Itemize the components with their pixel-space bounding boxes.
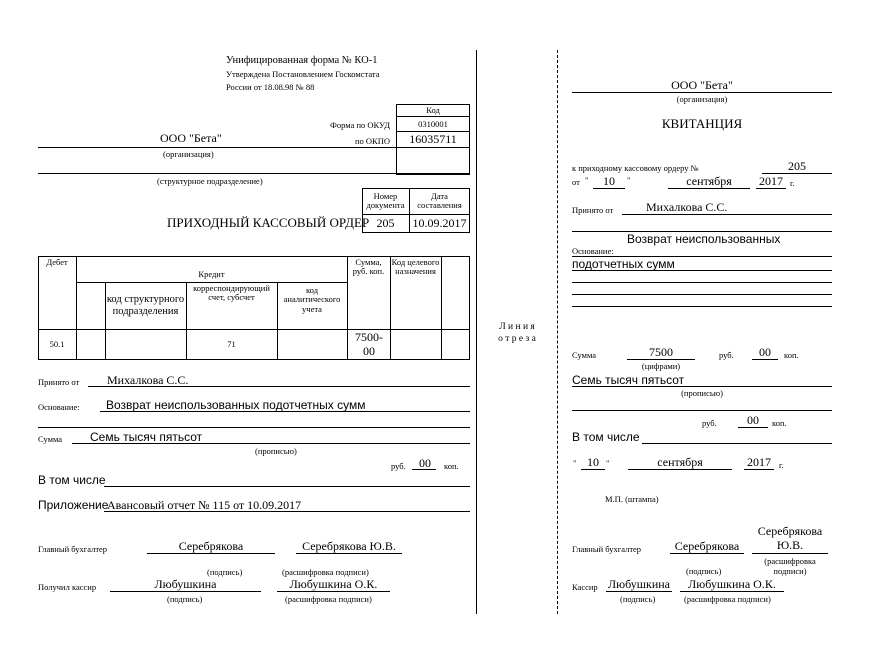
receipt-basis-label: Основание: — [572, 246, 614, 256]
basis: Возврат неиспользованных подотчетных сумм — [106, 398, 366, 412]
sum-header: Сумма, руб. коп. — [352, 257, 385, 277]
okpo-code: 16035711 — [409, 132, 457, 146]
receipt-including-label: В том числе — [572, 430, 640, 444]
receipt-chief-decoding-caption-2: подписи) — [773, 566, 807, 576]
to-order-label: к приходному кассовому ордеру № — [572, 163, 699, 173]
receipt-kop-value-2: 00 — [747, 413, 759, 427]
receipt-cashier-name: Любушкина О.К. — [688, 577, 776, 591]
code-header: Код — [426, 105, 440, 115]
digits-caption: (цифрами) — [641, 361, 681, 371]
chief-accountant-signature: Серебрякова — [178, 539, 244, 553]
okpo-label: по ОКПО — [354, 136, 390, 146]
quote-open: " — [585, 175, 589, 185]
okud-label: Форма по ОКУД — [330, 120, 390, 130]
date-quote-open: " — [573, 458, 577, 468]
form-title: Унифицированная форма № КО-1 — [226, 55, 378, 66]
receipt-cashier-decoding-caption: (расшифровка подписи) — [684, 594, 771, 604]
sum-label: Сумма — [38, 434, 63, 444]
in-words-caption: (прописью) — [255, 446, 297, 456]
receipt-kop-label-2: коп. — [772, 418, 787, 428]
receipt-date-year: 2017 — [747, 455, 771, 469]
chief-accountant-label: Главный бухгалтер — [38, 544, 108, 554]
division-caption: (структурное подразделение) — [157, 176, 263, 186]
quote-close: " — [627, 175, 631, 185]
receipt-basis-line1: Возврат неиспользованных — [627, 232, 781, 246]
chief-decoding-caption: (расшифровка подписи) — [282, 567, 369, 577]
receipt-kop-label: коп. — [784, 350, 799, 360]
doc-date: 10.09.2017 — [412, 215, 467, 230]
doc-number: 205 — [376, 215, 395, 230]
receipt-sum-label: Сумма — [572, 350, 597, 360]
receipt-sum-words: Семь тысяч пятьсот — [572, 373, 685, 387]
cut-line — [557, 50, 558, 614]
doc-title: ПРИХОДНЫЙ КАССОВЫЙ ОРДЕР — [167, 215, 370, 230]
receipt-chief-accountant-label: Главный бухгалтер — [572, 544, 642, 554]
receipt-order-number: 205 — [788, 159, 806, 173]
from-label: от — [572, 177, 580, 187]
date-quote-close: " — [606, 458, 610, 468]
receipt-year: 2017 — [759, 174, 783, 188]
kop-value: 00 — [419, 456, 431, 470]
cashier-label: Получил кассир — [38, 582, 97, 592]
credit-header: Кредит — [198, 269, 225, 280]
organization-caption: (организация) — [163, 149, 214, 159]
chief-accountant-name: Серебрякова Ю.В. — [302, 539, 396, 553]
stamp-caption: М.П. (штампа) — [605, 494, 659, 504]
receipt-rub-label-2: руб. — [702, 418, 717, 428]
form-approved: Утверждена Постановлением Госкомстата — [226, 69, 380, 79]
cut-line-label-2: о т р е з а — [498, 334, 536, 344]
organization-name: ООО "Бета" — [160, 131, 222, 145]
received-from-label: Принято от — [38, 377, 80, 387]
kop-label: коп. — [444, 461, 459, 471]
receipt-in-words-caption: (прописью) — [681, 388, 723, 398]
order-right-border — [476, 50, 477, 614]
receipt-chief-decoding-caption-1: (расшифровка — [764, 556, 816, 566]
cut-line-label-1: Л и н и я — [499, 322, 535, 332]
cashier-name: Любушкина О.К. — [289, 577, 378, 591]
receipt-date-year-suffix: г. — [779, 460, 784, 470]
receipt-sum-digits: 7500 — [649, 345, 673, 359]
cashier-signature-caption: (подпись) — [167, 594, 203, 604]
okud-code: 0310001 — [418, 119, 448, 129]
receipt-received-from: Михалкова С.С. — [646, 200, 728, 214]
receipt-month: сентября — [686, 174, 732, 188]
receipt-day: 10 — [603, 174, 615, 188]
receipt-title: КВИТАНЦИЯ — [661, 116, 743, 131]
row-sum: 7500-00 — [355, 330, 383, 358]
year-suffix: г. — [790, 178, 795, 188]
receipt-cashier-label: Кассир — [572, 582, 598, 592]
form-approved-date: России от 18.08.98 № 88 — [226, 82, 315, 92]
receipt-cashier-signature-caption: (подпись) — [620, 594, 656, 604]
receipt-organization: ООО "Бета" — [671, 78, 733, 92]
receipt-chief-signature: Серебрякова — [674, 539, 740, 553]
including-label: В том числе — [38, 473, 106, 487]
received-from: Михалкова С.С. — [107, 373, 189, 387]
division-code-header: код структурного подразделения — [106, 293, 185, 317]
receipt-rub-label: руб. — [719, 350, 734, 360]
doc-date-header: Дата составления — [417, 190, 462, 210]
receipt-received-from-label: Принято от — [572, 205, 614, 215]
basis-label: Основание: — [38, 402, 80, 412]
receipt-chief-name-line1: Серебрякова — [757, 524, 823, 538]
row-debit: 50.1 — [49, 338, 65, 349]
receipt-basis-line2: подотчетных сумм — [572, 257, 675, 271]
rub-label: руб. — [391, 461, 406, 471]
attachment-label: Приложение — [38, 498, 109, 512]
doc-number-header: Номер документа — [366, 190, 405, 210]
receipt-organization-caption: (организация) — [676, 94, 728, 104]
cashier-decoding-caption: (расшифровка подписи) — [285, 594, 372, 604]
purpose-code-header: Код целевого назначения — [391, 257, 440, 277]
receipt-date-month: сентября — [657, 455, 703, 469]
corr-account-header: корреспондирующий счет, субсчет — [193, 283, 270, 303]
receipt-chief-name-line2: Ю.В. — [776, 538, 804, 552]
attachment: Авансовый отчет № 115 от 10.09.2017 — [107, 498, 302, 512]
receipt-date-day: 10 — [587, 455, 599, 469]
sum-words: Семь тысяч пятьсот — [90, 430, 203, 444]
cashier-signature: Любушкина — [154, 577, 217, 591]
receipt-chief-signature-caption: (подпись) — [686, 566, 722, 576]
debit-header: Дебет — [46, 257, 68, 267]
analytic-code-header: код аналитического учета — [283, 285, 341, 314]
row-corr-account: 71 — [227, 338, 236, 349]
receipt-cashier-signature: Любушкина — [608, 577, 670, 591]
chief-signature-caption: (подпись) — [207, 567, 243, 577]
receipt-kop-value: 00 — [759, 345, 771, 359]
